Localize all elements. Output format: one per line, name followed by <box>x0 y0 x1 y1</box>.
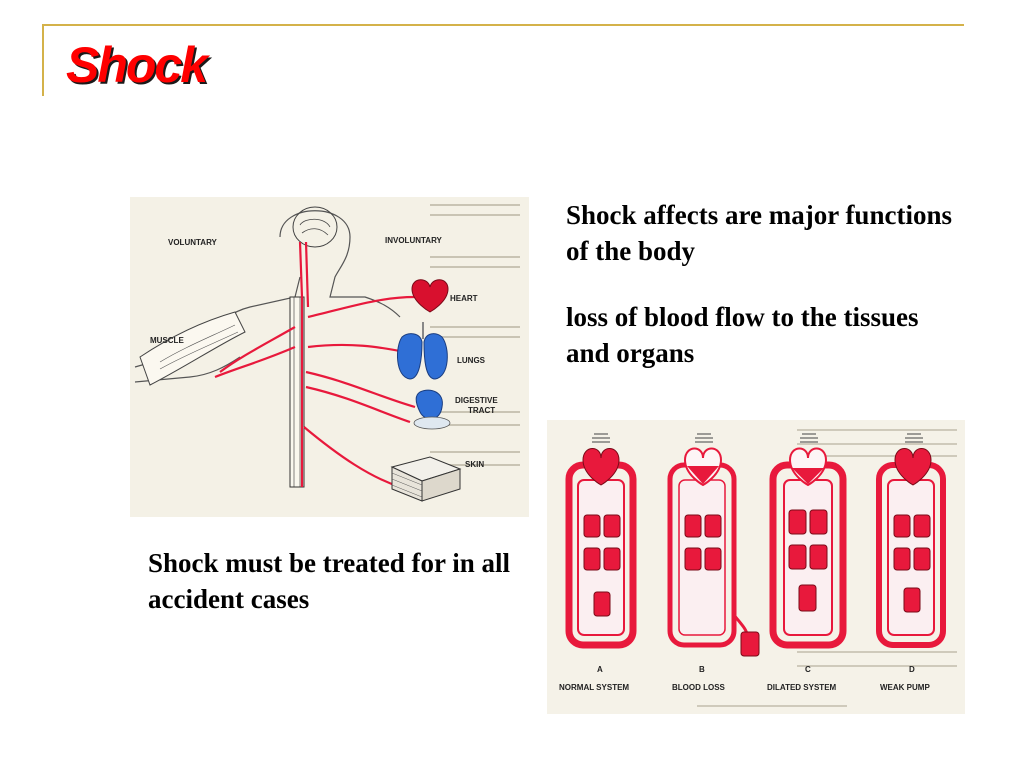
slide-frame-left-rule <box>42 24 44 96</box>
nervous-system-figure <box>130 197 529 517</box>
circulatory-systems-diagram <box>547 420 965 714</box>
panel-caption-weak-pump: WEAK PUMP <box>880 683 930 692</box>
label-voluntary: VOLUNTARY <box>168 238 217 247</box>
panel-letter-b: B <box>699 665 705 674</box>
panel-blood-loss <box>670 434 759 692</box>
label-muscle: MUSCLE <box>150 336 184 345</box>
circulatory-systems-figure <box>547 420 965 714</box>
label-lungs: LUNGS <box>457 356 485 365</box>
slide-frame-top-rule <box>44 24 964 26</box>
panel-normal-system <box>559 434 633 692</box>
bullet-treatment: Shock must be treated for in all accident cases <box>148 548 511 614</box>
panel-letter-c: C <box>805 665 811 674</box>
bullet-shock-affects: Shock affects are major functions of the body <box>566 200 952 266</box>
panel-dilated-system <box>767 434 843 692</box>
bullet-blood-flow: loss of blood flow to the tissues and organs <box>566 302 919 368</box>
label-involuntary: INVOLUNTARY <box>385 236 442 245</box>
nervous-system-diagram <box>130 197 529 517</box>
panel-caption-dilated: DILATED SYSTEM <box>767 683 837 692</box>
panel-weak-pump <box>879 434 943 692</box>
panel-caption-normal: NORMAL SYSTEM <box>559 683 630 692</box>
label-digestive: DIGESTIVE <box>455 396 498 405</box>
panel-letter-a: A <box>597 665 603 674</box>
panel-letter-d: D <box>909 665 915 674</box>
label-heart: HEART <box>450 294 478 303</box>
slide-title: Shock <box>66 37 207 93</box>
label-skin: SKIN <box>465 460 485 469</box>
label-tract: TRACT <box>468 406 496 415</box>
panel-caption-blood-loss: BLOOD LOSS <box>672 683 725 692</box>
